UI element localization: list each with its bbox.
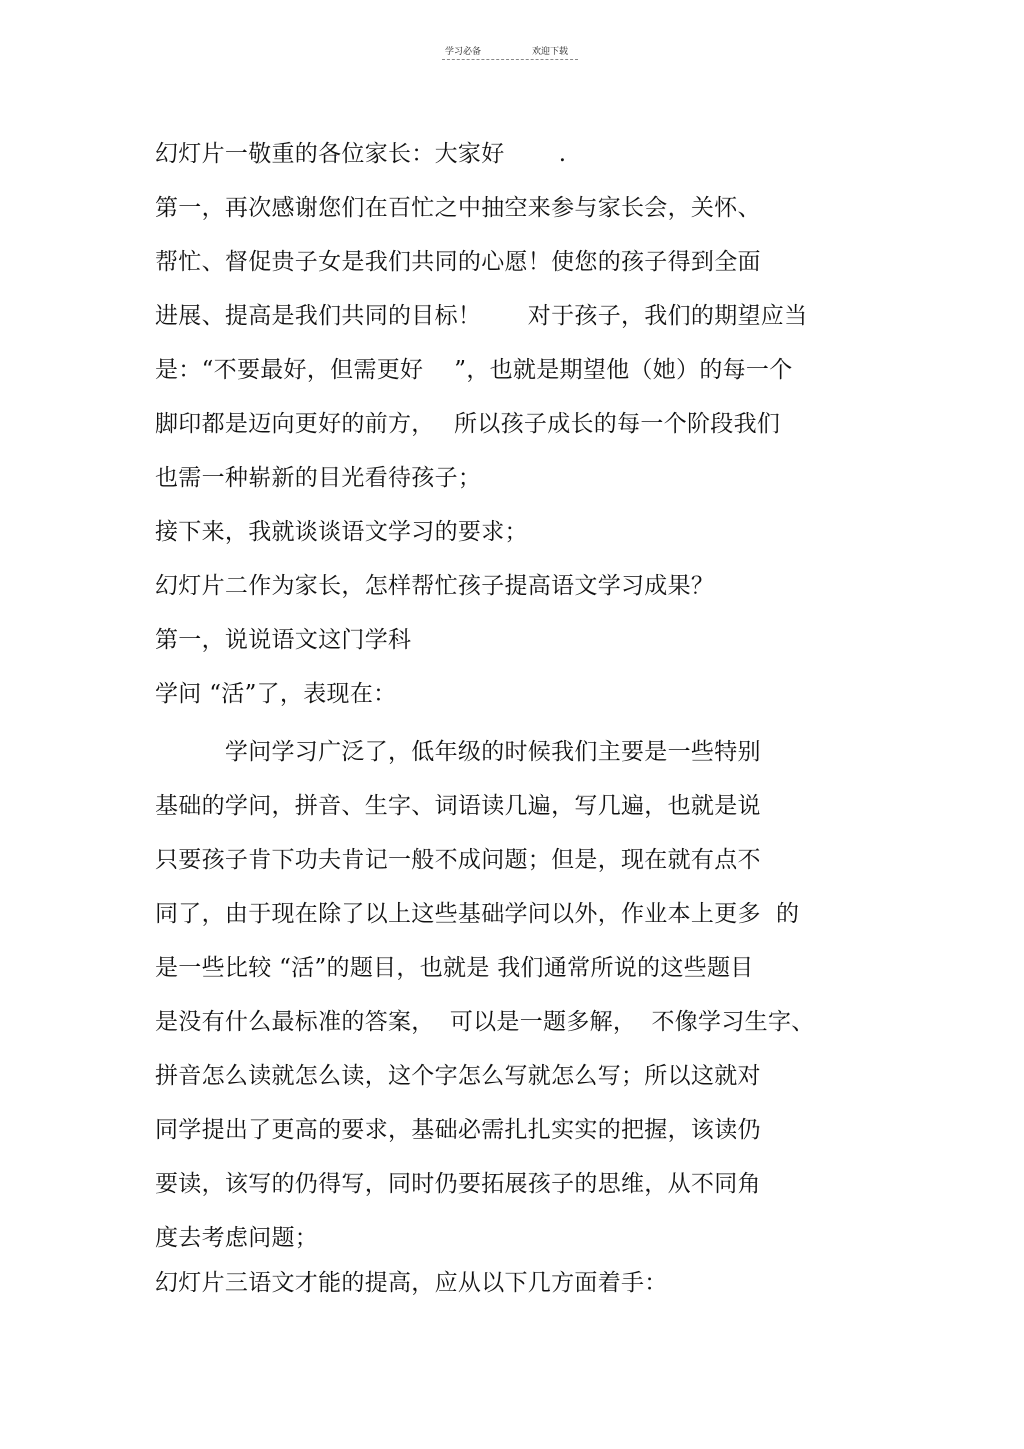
- body-line: 学问学习广泛了，低年级的时候我们主要是一些特别: [155, 739, 761, 765]
- body-line: 也需一种崭新的目光看待孩子；: [155, 465, 482, 491]
- body-line: 同学提出了更高的要求，基础必需扎扎实实的把握，该读仍: [155, 1117, 761, 1143]
- header-left-text: 学习必备: [445, 47, 482, 57]
- body-line: 同了，由于现在除了以上这些基础学问以外，作业本上更多 的: [155, 901, 800, 927]
- body-line: 幻灯片一敬重的各位家长：大家好 .: [155, 141, 567, 167]
- header-divider: [442, 59, 578, 60]
- body-line: 度去考虑问题；: [155, 1225, 319, 1251]
- body-line: 幻灯片二作为家长，怎样帮忙孩子提高语文学习成果？: [155, 573, 715, 599]
- body-line: 是没有什么最标准的答案， 可以是一题多解， 不像学习生字、: [155, 1009, 815, 1035]
- header-right-text: 欢迎下载: [532, 47, 569, 57]
- page-header: [440, 40, 580, 64]
- body-line: 第一，说说语文这门学科: [155, 627, 412, 653]
- body-line: 拼音怎么读就怎么读，这个字怎么写就怎么写；所以这就对: [155, 1063, 761, 1089]
- body-line: 学问 “活”了，表现在：: [155, 681, 397, 707]
- body-line: 帮忙、督促贵子女是我们共同的心愿！使您的孩子得到全面: [155, 249, 761, 275]
- body-line: 是：“不要最好，但需更好 ”，也就是期望他（她）的每一个: [155, 357, 793, 383]
- body-line: 基础的学问，拼音、生字、词语读几遍，写几遍，也就是说: [155, 793, 761, 819]
- body-line: 只要孩子肯下功夫肯记一般不成问题；但是，现在就有点不: [155, 847, 761, 873]
- body-line: 是一些比较 “活”的题目，也就是 我们通常所说的这些题目: [155, 955, 754, 981]
- body-line: 幻灯片三语文才能的提高，应从以下几方面着手：: [155, 1270, 668, 1296]
- body-line: 脚印都是迈向更好的前方， 所以孩子成长的每一个阶段我们: [155, 411, 781, 437]
- body-line: 要读，该写的仍得写，同时仍要拓展孩子的思维，从不同角: [155, 1171, 761, 1197]
- body-line: 接下来，我就谈谈语文学习的要求；: [155, 519, 528, 545]
- body-line: 第一，再次感谢您们在百忙之中抽空来参与家长会，关怀、: [155, 195, 761, 221]
- body-line: 进展、提高是我们共同的目标！ 对于孩子，我们的期望应当: [155, 303, 808, 329]
